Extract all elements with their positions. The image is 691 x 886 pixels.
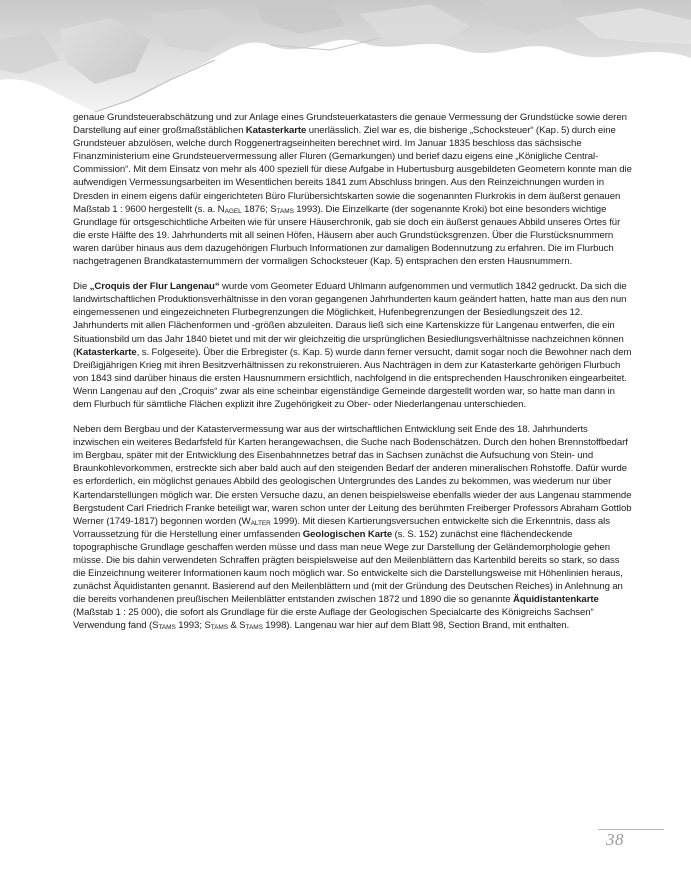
torn-paper-header-decoration xyxy=(0,0,691,120)
bold-term: Katasterkarte xyxy=(245,125,307,137)
text-run: wurde vom Geometer Eduard Uhlmann aufgenommen und vermutlich 1842 gedruckt. Da sich die landwirtschaftlichen Produktionsverhältnisse in den voran gegangenen Jahrhunderten kaum geändert hatten, hatte man aus den nun eingemessenen und eingezeichneten Flurbegrenzungen die Möglichkeit, Hufenbegrenzungen der Besiedlungszeit des 12. Jahrhunderts mit allen Flächenformen und -größen abzuleiten. Daraus ließ sich eine Kartenskizze für Langenau entwerfen, die ein Situationsbild um das Jahr 1840 bietet und mit der wir gleichzeitig die ursprünglichen Besiedlungsverhältnisse nachzeichnen können ( xyxy=(73,281,627,358)
bold-term: Katasterkarte xyxy=(76,346,137,358)
author-smallcaps: TAMS xyxy=(158,624,176,632)
author-smallcaps: TAMS xyxy=(210,624,229,632)
author-smallcaps: ALTER xyxy=(250,519,271,527)
page-number: 38 xyxy=(606,830,624,849)
bold-term: Äquidistantenkarte xyxy=(512,594,599,606)
body-text xyxy=(73,111,633,645)
paragraph-3 xyxy=(73,423,633,633)
bold-term: „Croquis der Flur Langenau“ xyxy=(89,281,220,293)
paragraph-1 xyxy=(73,111,633,268)
text-run: 1993). Die Einzelkarte (der sogenannte Kroki) bot eine besonders wichtige Grundlage für ortsgeschichtliche Arbeiten wie für unsere Häuserchronik, gab sie doch ein äußerst genaues Abbild unseres Ortes für die erste Hälfte des 19. Jahrhunderts mit all seinen Höfen, Häusern aber auch Grundstücksgrenzen. Über die Flurstücksnummern waren darüber hinaus aus dem dazugehörigen Flurbuch Informationen zur damaligen Bodennutzung zu erfahren. Die im Flurbuch nachgetragenen Brandkatasternummern der vormaligen Schocksteuer (Kap. 5) entsprachen den ersten Hausnummern. xyxy=(73,203,621,268)
text-run: 1998). Langenau war hier auf dem Blatt 98, Section Brand, mit enthalten. xyxy=(262,620,570,632)
text-run: Neben dem Bergbau und der Katastervermessung war aus der wirtschaftlichen Entwicklung seit Ende des 18. Jahrhunderts inzwischen ein weiteres Bedarfsfeld für Karten herangewachsen, die Suche nach Bodenschätzen. Durch den hohen Brennstoffbedarf im Bergbau, später mit der Entwicklung des Eisenbahnnetzes betraf das in Sachsen zunächst die Aufsuchung von Stein- und Braunkohlevorkommen, erstreckte sich aber bald auch auf den steigenden Bedarf der anderen mineralischen Rohstoffe. Dafür wurde es erforderlich, ein möglichst genaues Abbild des geologischen Untergrundes des Landes zu bekommen, was wiederum nur über Kartendarstellungen möglich war. Die ersten Versuche dazu, an denen beispielsweise ebenfalls wieder der aus Langenau stammende Bergstudent Carl Friedrich Franke beteiligt war, waren schon unter der Leitung des berühmten Freiberger Professors Abraham Gottlob Werner (1749-1817) begonnen worden (W xyxy=(73,424,632,527)
text-run: (Maßstab 1 : 25 000), die sofort als Grundlage für die erste Auflage der Geologischen Specialcarte des Königreichs Sachsen“ Verwendung fand (S xyxy=(73,607,594,632)
paragraph-2 xyxy=(73,280,633,411)
text-run: 1999). Mit diesen Kartierungsversuchen entwickelte sich die Erkenntnis, dass als Vorraussetzung für die Herstellung einer umfassenden xyxy=(73,515,610,540)
author-smallcaps: AGEL xyxy=(224,207,242,215)
bold-term: Geologischen Karte xyxy=(302,528,393,540)
text-run: 1876; S xyxy=(241,203,277,215)
text-run: & S xyxy=(228,620,246,632)
text-run: genaue Grundsteuerabschätzung und zur Anlage eines Grundsteuerkatasters die genaue Vermessung der Grundstücke sowie deren Darstellung auf einer großmaßstäblichen xyxy=(73,112,627,137)
text-run: unerlässlich. Ziel war es, die bisherige „Schocksteuer“ (Kap. 5) durch eine Grundsteuer abzulösen, welche durch Roggenertragseinheiten berechnet wird. Im Januar 1835 beschloss das sächsische Finanzministerium eine Grundsteuervermessung aller Fluren (Gemarkungen) und berief dazu eigens eine „Königliche Central-Commission“. Mit dem Einsatz von mehr als 400 speziell für diese Aufgabe in Hubertusburg ausgebildeten Geometern konnte man die aufwendigen Vermessungsarbeiten im Wesentlichen bereits 1841 zum Abschluss bringen. Aus den Reinzeichnungen wurden in Dresden in einem eigens dafür eingerichteten Büro Flurübersichtskarten sowie die sogenannten Flurkrokis in dem äußerst genauen Maßstab 1 : 9600 hergestellt (s. a. N xyxy=(73,125,632,215)
author-smallcaps: TAMS xyxy=(276,207,294,215)
text-run: Die xyxy=(73,281,90,293)
text-run: (s. S. 152) zunächst eine flächendeckende topographische Grundlage geschaffen werden müsse und dass man neue Wege zur Darstellung der Geländemorphologie gehen müsse. Die bis dahin verwendeten Schraffen prägten beispielsweise auf den Meilenblättern das Kartenbild bereits so stark, so dass die Einzeichnung weiterer Informationen kaum noch möglich war. So entwickelte sich die Darstellungsweise mit Höhenlinien heraus, zunächst Äquidistanten genannt. Basierend auf den Meilenblättern und (mit der Gründung des Deutschen Reiches) in Anlehnung an die bereits vorhandenen preußischen Meilenblätter entstanden zwischen 1872 und 1890 die so genannte xyxy=(73,528,623,606)
text-run: 1993; S xyxy=(175,620,211,632)
author-smallcaps: TAMS xyxy=(245,624,263,632)
text-run: , s. Folgeseite). Über die Erbregister (s. Kap. 5) wurde dann ferner versucht, damit sogar noch die Bewohner nach dem Dreißigjährigen Krieg mit ihren Besitzverhältnissen zu rekonstruieren. Aus Nachträgen in dem zur Katasterkarte gehörigen Flurbuch von 1843 sind darüber hinaus die ersten Hausnummern ersichtlich, nachfolgend in die entsprechenden Hauschroniken eingearbeitet. Wenn Langenau auf den „Croquis“ zwar als eine scheinbar eigenständige Gemeinde dargestellt worden war, so hatte man dann in dem Flurbuch für sämtliche Flächen explizit ihre Zugehörigkeit zu Ober- oder Niederlangenau unterschieden. xyxy=(73,346,632,410)
